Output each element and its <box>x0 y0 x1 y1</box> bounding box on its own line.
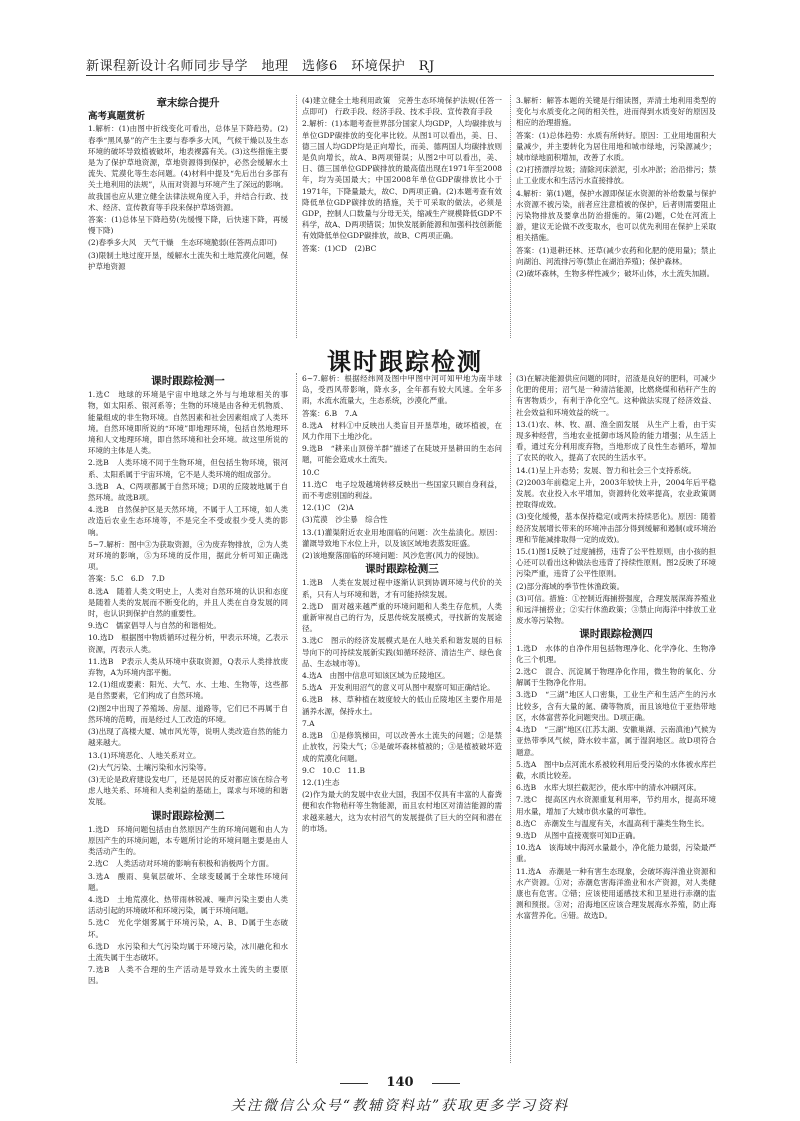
answer-paragraph: (2)作为最大的发展中农业大国，我国不仅具有丰富的人畜粪便和农作物秸秆等生物能源，而且农村地区对清洁能源的需求越来越大，这为农村沼气的发展提供了巨大的空间和潜在的市场。 <box>302 790 502 833</box>
column-divider <box>296 95 297 338</box>
answer-paragraph: (3)在解决能源供应问题的同时，沼渣是良好的肥料，可减少化肥的使用；沼气是一种清洁能源，比燃烧煤和秸秆产生的有害物质少，有利于净化空气。这种做法实现了经济效益、社会效益和环境效益的统一。 <box>516 374 716 417</box>
column-divider <box>510 95 511 338</box>
answer-paragraph: 3.选D “三湖”地区人口密集，工业生产和生活产生的污水比较多，含有大量的氮、磷等物质，而且该地位于亚热带地区，水体富营养化问题突出。D项正确。 <box>516 690 716 722</box>
answer-paragraph: 9.选B “耕来山顶傍羊群”描述了在陡坡开垦耕田的生态问题，可能会造成水土流失。 <box>302 444 502 465</box>
answer-paragraph: 4.选D 土地荒漠化、热带雨林锐减、噪声污染主要由人类活动引起的环境破坏和环境污染，属于环境问题。 <box>88 894 288 916</box>
answer-paragraph: (3)可信。措施：①控制近海捕捞强度，合理发展深海养殖业和远洋捕捞业；②实行休渔政策；③禁止向海洋中排放工业废水等污染物。 <box>516 593 716 626</box>
answer-paragraph: 11.选A 赤潮是一种有害生态现象，会破坏海洋渔业资源和水产资源。①对；赤潮危害海洋渔业和水产资源，对人类健康也有危害。②错；应该使用遥感技术和卫星进行赤潮的监测和预报。③对；沿海地区应该合理发展海水养殖，防止海水富营养化。④错。故选D。 <box>516 866 716 921</box>
answer-paragraph: 8.选A 随着人类文明史上，人类对自然环境的认识和态度是随着人类的发展而不断变化的，并且人类在自身发展的同时，也认识到保护自然的重要性。 <box>88 586 288 619</box>
answer-paragraph: 10.选A 该海域中海河水量最小，净化能力最弱，污染最严重。 <box>516 843 716 864</box>
answer-paragraph: 11.选C 电子垃圾越境转移反映出一些国家只顾自身利益，而不考虑别国的利益。 <box>302 479 502 501</box>
page-number-rule <box>432 1083 460 1084</box>
answer-paragraph: 5.选C 光化学烟雾属于环境污染，A、B、D属于生态破坏。 <box>88 918 288 939</box>
header-rule <box>86 75 714 76</box>
answer-paragraph: 5.选A 开发利用沼气的意义可从图中观察可知正确结论。 <box>302 683 495 693</box>
answer-paragraph: 7.选B 人类不合理的生产活动是导致水土流失的主要原因。 <box>88 965 288 986</box>
answer-paragraph: 5.选A 图中b点河流水系被较利用后受污染的水体被水库拦截，水质比较差。 <box>516 759 716 780</box>
answer-paragraph: (2)该地聚落面临的环境问题：风沙危害(风力的侵蚀)。 <box>302 551 484 561</box>
answer-paragraph: 5~7.解析：图中③为获取资源，④为废弃物排放，②为人类对环境的影响，⑤为环境的反作用，据此分析可知正确选项。 <box>88 539 288 572</box>
answer-paragraph: 8.选B ①是修筑梯田，可以改善水土流失的问题；②是禁止放牧，污染大气；⑤是破坏森林植被的；③是植被破坏造成的荒漠化问题。 <box>302 731 502 763</box>
answer-paragraph: (2)图2中出现了养殖场、房屋、道路等，它们已不再属于自然环境的范畴，而是经过人工改造的环境。 <box>88 703 288 724</box>
exam-analysis-heading: 高考真题赏析 <box>88 111 146 123</box>
answer-paragraph: 4.解析：第(1)题，保护水源即保证水资源的补给数量与保护水资源不被污染，前者应注意植被的保护，后者则需要阻止污染物排放及要拿出防治措施的。第(2)题，C处在河流上游，建议无论做不改变取水，也可以优先利用在保护上采取相关措施。 <box>516 188 716 243</box>
quiz-section-heading: 课时跟踪检测四 <box>579 628 653 641</box>
bottom-column-2 <box>302 373 502 1063</box>
answer-paragraph: 1.选B 人类在发展过程中逐渐认识到协调环境与代价的关系，只有人与环境和谐，才有可能持续发展。 <box>302 578 502 599</box>
running-header: 新课程新设计名师同步导学 地理 选修6 环境保护 RJ <box>86 59 435 74</box>
answer-paragraph: 答案：(1)总体趋势：水质有所转好。原因：工业用地面积大量减少，并主要转化为居住用地和城市绿地，污染源减少；城市绿地面积增加，改善了水质。 <box>516 130 716 163</box>
answer-paragraph: 9.C 10.C 11.B <box>302 765 365 775</box>
answer-paragraph: 2.选C 混合、沉淀属于物理净化作用，微生物的氧化、分解属于生物净化作用。 <box>516 667 716 688</box>
answer-paragraph: 10.选D 根据图中物质循环过程分析，甲表示环境，乙表示资源，丙表示人类。 <box>88 633 288 654</box>
answer-paragraph: (2)部分海域的季节性休渔政策。 <box>516 581 625 591</box>
answer-paragraph: 3.选B A、C两项都属于自然环境；D项的丘陵坡地属于自然环境。故选B项。 <box>88 481 288 503</box>
answer-paragraph: (4)建立健全土地利用政策 完善生态环境保护法规(任答一点即可) 行政手段、经济手段、技术手段、宣传教育手段 <box>302 96 502 117</box>
answer-paragraph: 3.解析：解答本题的关键是行细读图，弄清土地利用类型的变化与水质变化之间的相关性，进而得到水质变好的原因及相应的治理措施。 <box>516 96 716 128</box>
column-divider <box>510 373 511 1063</box>
bottom-column-3 <box>516 373 716 1063</box>
answer-paragraph: 13.(1)环境恶化、人地关系对立。 <box>88 750 201 760</box>
answer-paragraph: 6.选B 林、草种植在坡度较大的低山丘陵地区主要作用是涵养水源，保持水土。 <box>302 695 502 716</box>
answer-paragraph: 6.选D 水污染和大气污染均属于环境污染，冰川融化和水土流失属于生态破坏。 <box>88 941 288 962</box>
answer-paragraph: (3)荒漠 沙尘暴 综合性 <box>302 515 388 525</box>
answer-paragraph: 答案：(1)总体呈下降趋势(先缓慢下降，后快速下降，再缓慢下降) <box>88 215 288 236</box>
answer-paragraph: 3.选A 酸雨、臭氧层破坏、全球变暖属于全球性环境问题。 <box>88 871 288 892</box>
answer-paragraph: 4.选B 自然保护区是天然环境，不属于人工环境，如人类改造后农业生态环境等，不是完全不受或很少受人类的影响。 <box>88 505 288 537</box>
bottom-column-1 <box>88 373 288 1063</box>
answer-paragraph: (2)春季多大风 天气干燥 生态环境脆弱(任答两点即可) <box>88 238 277 248</box>
quiz-section-heading: 课时跟踪检测三 <box>365 563 439 576</box>
answer-paragraph: 9.选D 从图中直接观察可知D正确。 <box>516 830 641 840</box>
answer-paragraph: 4.选D “三湖”地区(江苏太湖、安徽巢湖、云南滇池)气候为亚热带季风气候，降水较丰富，属于湿润地区。故D项符合题意。 <box>516 725 716 757</box>
answer-paragraph: 13.(1)灌渠附近农业用地面临的问题：次生盐渍化。原因：灌溉导致地下水位上升，以及该区域地表蒸发旺盛。 <box>302 527 502 548</box>
answer-paragraph: 2.选B 人类环境不同于生物环境，但包括生物环境，银河系、太阳系属于宇宙环境，它不是人类环境的组成部分。 <box>88 458 288 479</box>
answer-paragraph: 答案：6.B 7.A <box>302 408 358 418</box>
answer-paragraph: (2)打捞漂浮垃圾；清除河床淤泥，引水冲淤；治沿排污；禁止工业废水和生活污水直接排放。 <box>516 165 716 186</box>
answer-paragraph: 12.(1)生态 <box>302 777 340 787</box>
answer-paragraph: 答案：(1)退耕还林、还草(减少农药和化肥的使用量)；禁止向湖泊、河流排污等(禁止在湖泊养殖)；保护森林。 <box>516 245 716 266</box>
answer-paragraph: 4.选A 由图中信息可知该区域为丘陵地区。 <box>302 671 450 681</box>
answer-paragraph: 15.(1)图1反映了过度捕捞，违背了公平性原则，由小孩的担心还可以看出这种做法也违背了持续性原则。图2反映了环境污染严重，违背了公平性原则。 <box>516 547 716 579</box>
handwritten-note: 关注微信公众号“教辅资料站”获取更多学习资料 <box>230 1098 570 1114</box>
answer-paragraph: 9.选C 儒家倡导人与自然的和谐相处。 <box>88 621 221 631</box>
section-title: 课时跟踪检测 <box>327 348 483 376</box>
answer-paragraph: 8.选C 赤潮发生与温度有关，水温高利于藻类生物生长。 <box>516 818 709 828</box>
answer-paragraph: 11.选B P表示人类从环境中获取资源，Q表示人类排放废弃物，A为环境内部平衡。 <box>88 656 288 678</box>
answer-paragraph: 1.选D 环境问题包括由自然原因产生的环境问题和由人为原因产生的环境问题，本专题所讨论的环境问题主要是由人类活动产生的。 <box>88 824 288 857</box>
answer-paragraph: 12.(1)组成要素：阳光、大气、水、土地、生物等，这些都是自然要素，它们构成了自然环境。 <box>88 680 288 701</box>
answer-paragraph: (2)2003年前稳定上升，2003年较快上升，2004年后平稳发展。农业投入水平增加，资源转化效率提高，农业政策调控取得成效。 <box>516 477 716 510</box>
answer-paragraph: (2)大气污染、土壤污染和水污染等。 <box>88 762 212 772</box>
answer-paragraph: (3)出现了高楼大厦、城市风光等，说明人类改造自然的能力越来越大。 <box>88 727 288 748</box>
page-number: 140 <box>386 1075 414 1090</box>
quiz-section-heading: 课时跟踪检测一 <box>151 375 225 387</box>
answer-paragraph: 13.(1)农、林、牧、副、渔全面发展 从生产上看，由于实现多种经营，当地农业抵御市场风险的能力增强；从生活上看，通过充分利用废弃物，当地形成了良性生态循环，增加了农民的收入，提高了农民的生活水平。 <box>516 419 716 463</box>
answer-paragraph: 10.C <box>302 467 320 477</box>
top-column-2 <box>302 95 502 340</box>
answer-paragraph: 2.选C 人类活动对环境的影响有积极和消极两个方面。 <box>88 859 274 869</box>
column-divider <box>296 373 297 1063</box>
answer-paragraph: 3.选C 图示的经济发展模式是在人地关系和谐发展的目标导向下的可持续发展新实践(如循环经济、清洁生产、绿色食品、生态城市等)。 <box>302 636 502 668</box>
top-column-1 <box>88 95 288 340</box>
answer-paragraph: 2.解析：(1)本题考查世界部分国家人均GDP，人均碳排放与单位GDP碳排放的变化率比较。从图1可以看出，美、日、德三国人均GDP均是正向增长，而美、德两国人均碳排放则是负向增长，故A、B两项错误；从图2中可以看出，美、日、德三国单位GDP碳排放的最高值出现在1971年至2008年，均为美国最大；中国2008年单位GDP碳排放比小于1971年，下降量最大，故C、D两项正确。(2)本题考查有效降低单位GDP碳排放的措施，关于可采取的做法，必须是GDP，控制人口数量与分母无关，缩减生产规模降低GDP不科学，故A、D两项错误；加快发展新能源和加强科技创新能有效降低单位GDP碳排放，故B、C两项正确。 <box>302 119 502 241</box>
answer-paragraph: 7.选C 提高区内水资源重复利用率，节约用水，提高环境用水量，增加了大城市供水量的可靠性。 <box>516 795 716 816</box>
answer-paragraph: 6~7.解析：根据经纬网及图中甲图中河可知甲地为南半球岛，受西风带影响，降水多，全年都有较大风速。全年多雨，水流水流量大，生态系统，沙漠化严重。 <box>302 374 502 406</box>
answer-paragraph: 答案：(1)CD (2)BC <box>302 243 377 253</box>
answer-paragraph: 1.选C 地球的环境是宇宙中地球之外与与地球相关的事物，如太阳系、银河系等；生物的环境是由各种无机物质、能量组成的非生物环境。自然因素和社会因素组成了人类环境。自然环境即所说的“环境”即地理环境，包括自然地理环境和人文地理环境，即自然环境和社会环境。故这里所说的环境的主体是人类。 <box>88 390 288 456</box>
answer-paragraph: (2)破坏森林，生物多样性减少；破坏山体，水土流失加剧。 <box>516 269 715 279</box>
answer-paragraph: (3)变化缓慢，基本保持稳定(或两未持续恶化)。原因：随着经济发展增长带来的环境冲击部分得到缓解和遏制(或环境治理和节能减排取得一定的成效)。 <box>516 512 716 544</box>
top-column-1-body <box>88 123 288 272</box>
answer-paragraph: (3)限制土地过度开垦，缓解水土流失和土地荒漠化问题，保护草地资源 <box>88 250 288 271</box>
chapter-summary-heading: 章末综合提升 <box>156 97 220 109</box>
answer-paragraph: 8.选A 材料①中反映出人类盲目开垦草地，破坏植被，在风力作用下土地沙化。 <box>302 420 502 442</box>
answer-paragraph: 2.选D 面对越来越严重的环境问题和人类生存危机，人类重新审视自己的行为，反思传统发展模式，寻找新的发展途径。 <box>302 601 502 634</box>
answer-paragraph: 6.选B 水库大坝拦截泥沙，使水库中的清水冲刷河床。 <box>516 783 702 793</box>
answer-paragraph: 12.(1)C (2)A <box>302 503 354 513</box>
answer-paragraph: 14.(1)呈上升态势；发展、智力和社会三个支持系统。 <box>516 465 697 475</box>
answer-paragraph: (3)无论是政府建设发电厂，还是居民的反对都应该在综合考虑人地关系、环境和人类利益的基础上，谋求与环境的和谐发展。 <box>88 774 288 807</box>
quiz-section-heading: 课时跟踪检测二 <box>151 809 225 822</box>
answer-paragraph: 1.选D 水体的自净作用包括物理净化、化学净化、生物净化三个机理。 <box>516 643 716 664</box>
answer-paragraph: 7.A <box>302 718 315 728</box>
answer-paragraph: 答案：5.C 6.D 7.D <box>88 574 165 584</box>
top-column-3 <box>516 95 716 340</box>
answer-paragraph: 1.解析：(1)由图中折线变化可看出，总体呈下降趋势。(2)春季“黑风暴”的产生主要与春季多大风，气候干燥以及生态环境的破坏导致植被破坏，地表裸露有关。(3)这些措施主要是为了保护草地资源，草地资源得到保护，必然会缓解水土流失、荒漠化等生态问题。(4)材料中提及“先后出台多部有关土地利用的法规”，从而对资源与环境产生了深远的影响。故我国也应从建立健全法律法规角度入手，并结合行政、技术、经济、宣传教育等手段来保护草场资源。 <box>88 124 288 212</box>
